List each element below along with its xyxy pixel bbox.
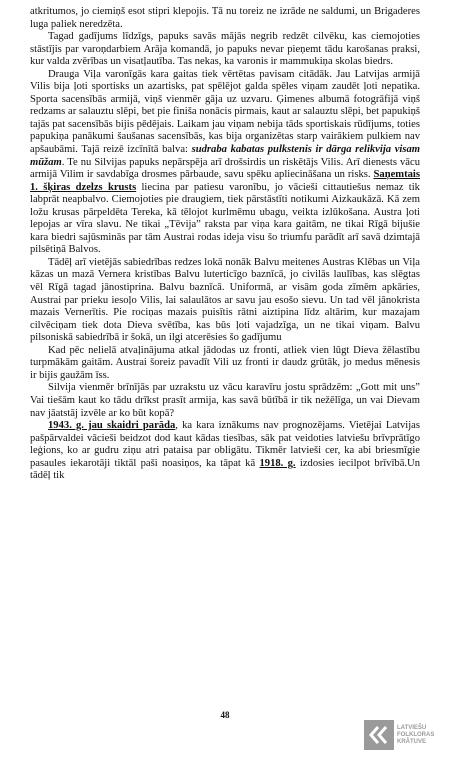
text-run: Tagad gadījums līdzīgs, papuks savās mājās negrib redzēt cilvēku, kas ciemojoties stāstījis par varoņdarbiem Arāja komandā, jo papuks nevar pieņemt tādu karošanas praksi, kur valda zvērības un visatļautība. Tas nekas, ka varonis ir mammukiņa skolas biedrs. [30,31,420,68]
text-run: atkritumos, jo ciemiņš esot stipri klepojis. Tā nu toreiz ne izrāde ne saldumi, un Brigaderes luga paliek neredzēta. [30,6,420,30]
logo-line: LATVIEŠU [397,724,427,731]
paragraph [30,257,420,345]
paragraph [30,420,420,483]
text-run: liecina par patiesu varonību, jo vācieši cittautiešus nemaz tik labprāt neapbalvo. Ciemojoties pie draugiem, tiek pārstāstīti notikumi Aizkaukāzā. Kā zem ložu krusas pārpeldēta Tereka, kā tēlojot kurlmēmu ubagu, veikta izlūkošana. Austra ļoti lepojas ar vīra slavu. Ne tikai „Tēvija” raksta par viņa kara gaitām, ne tikai Rīgā bijušie kara biedri sajūsminās par tām Austrai rodas ideja visu šo triumfu parādīt arī savā dzimtajā pilsētiņā Balvos. [30,181,420,256]
logo-text [397,725,434,746]
underlined-text: 1918. g. [259,457,296,469]
paragraph [30,345,420,383]
text-run: Tādēļ arī vietējās sabiedrības redzes lokā nonāk Balvu meitenes Austras Klēbas un Viļa kāzas un mazā Vernera kristības Balvu luterticīgo baznīcā, jo civilās laulības, kas slēgtas vēl Rīgā tagad jānostiprina. Balvu baznīcā. Uniformā, ar visām goda zīmēm apkāries, Austrai par prieku iesoļo Vilis, lai salaulātos ar savu jau esošo sievu. Un tad vēl jānokrista mazais Vernerītis. Pie rociņas mazais puisītis rātni aiztipina līdz altārim, kur mazajam cilvēciņam tiek dota Dieva svētība, kas būs ļoti vajadzīga, un ne tikai viņam. Balvu pilsoniskā sabiedrībā ir šokā, un ilgi atcerēsies šo gadījumu [30,256,420,344]
text-run: Kad pēc nelielā atvaļinājuma atkal jādodas uz fronti, atliek vien lūgt Dieva žēlastību turpmākām gaitām. Austrai šoreiz pavadīt Vili uz fronti ir daudz grūtāk, jo medus mēnesis ir bijis gaužām īss. [30,344,420,381]
paragraph [30,69,420,257]
archive-logo [364,718,444,752]
logo-line: KRĀTUVE [397,738,427,745]
paragraph [30,6,420,31]
document-page [30,6,420,483]
text-run: , ka kara iznākums nav prognozējams. Vietējai Latvijas pašpārvaldei vācieši beidzot dod kaut kādas tiesības, sāk pat veidoties latviešu brīvprātīgo leģions, ko ar gudru ziņu atri pataisa par obligātu. Tikmēr latvieši cer, ka abi briesmīgie pasaules iekarotāji tiktāl paši noasiņos, ka tāpat kā [30,420,420,469]
paragraph [30,382,420,420]
underlined-text: Saņemtais 1. šķiras dzelzs krusts [30,169,420,193]
logo-line: FOLKLORAS [397,731,435,738]
text-run: Silvija vienmēr brīnījās par uzrakstu uz vācu karavīru jostu sprādzēm: „Gott mit uns” Vai tiešām kaut ko tādu drīkst prasīt armija, kas savā būtībā ir tik nežēlīga, un vai Dievam nav jāatstāj izvēle ar ko būt kopā? [30,382,420,419]
page-number: 48 [220,710,230,720]
logo-mark-icon [364,720,394,750]
emphasized-text: sudraba kabatas pulkstenis ir dārga relikvija visam mūžam [30,144,421,168]
text-run: . Te nu Silvijas papuks nepārspēja arī drošsirdis un riskētājs Vilis. Arī dienests vācu armijā Vilim ir savdabīga drosmes pārbaude, savu spēku apliecināšana un risks. [30,156,420,181]
text-run: Drauga Viļa varonīgās kara gaitas tiek vērtētas pavisam citādāk. Jau Latvijas armijā Vilis bija ļoti sportisks un azartisks, pat spēlējot galda spēles viņam zaudēt ļoti nepatika. Sporta sacensībās armijā, viņš vienmēr gāja uz uzvaru. Ģimenes albumā fotogrāfijā viņš redzams ar salauztu slēpi, bet pie finiša nonācis pirmais, kaut ar salauztu slēpi, bet papukiņš tajās pat sacensībās bijis pēdējais. Laikam jau viņam nebija tāds sportiskais rūdījums, toties papukiņa panākumi šaušanas sacensībās, kas bija organizētas starp vairākiem pulkiem nav apšaubāmi. Tajā reizē izcīnītā balva: [30,68,420,156]
paragraph [30,31,420,69]
underlined-text: 1943. g. jau skaidri parāda [48,420,176,432]
text-run: izdosies iecilpot brīvībā.Un tādēļ tik [30,457,420,482]
